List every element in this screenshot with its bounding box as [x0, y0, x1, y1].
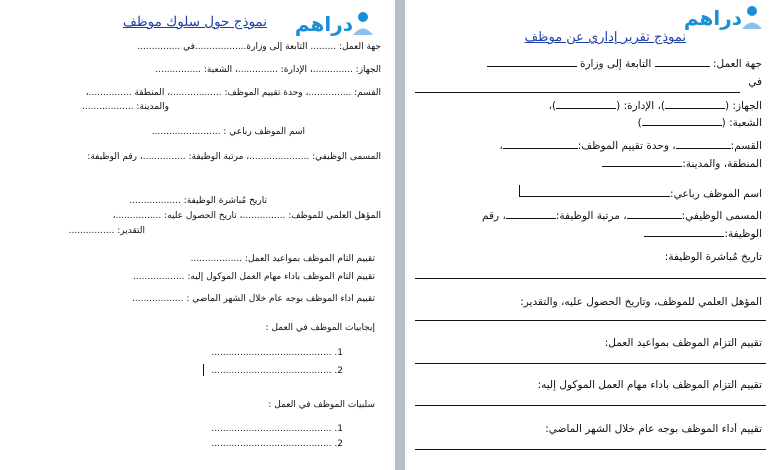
- negative-item-2: 2. ..........................................: [211, 439, 343, 449]
- field-eval-attendance: تقييم التام الموظف بمواعيد العمل: ..................: [190, 254, 375, 264]
- field-employee-name-row: [415, 185, 762, 200]
- field-start-date: تاريخ مُباشرة الوظيفة: ..................: [129, 196, 267, 206]
- fill-line: [506, 217, 556, 219]
- field-department: الجهاز: ..............، الإدارة: ..............، الشعبة: ................: [155, 65, 381, 75]
- field-device-label: الجهاز: (: [725, 100, 762, 112]
- fill-line: [415, 320, 766, 321]
- field-qualification-row: [415, 296, 762, 308]
- positive-item-2: 2. ..........................................: [211, 366, 343, 376]
- fill-line: [415, 92, 740, 93]
- person-logo-icon: [740, 4, 764, 30]
- field-eval-tasks: تقييم التام الموظف بأداء مهام العمل الموكول إليه: ..................: [133, 272, 375, 282]
- page-divider: [395, 0, 405, 470]
- fill-line: [415, 278, 766, 279]
- field-eval-attendance-label: تقييم التزام الموظف بمواعيد العمل:: [604, 337, 762, 349]
- fill-line: [415, 449, 766, 450]
- negatives-heading: سلبيات الموظف في العمل :: [268, 400, 375, 410]
- field-eval-attendance-row: [415, 337, 762, 349]
- field-unit-label: ، وحدة تقييم الموظف:: [577, 140, 676, 152]
- field-employee-name: اسم الموظف رباعي : ........................: [151, 127, 305, 137]
- field-department-row: [415, 100, 762, 112]
- positives-heading: إيجابيات الموظف في العمل :: [265, 323, 375, 333]
- page-title: نموذج تقرير إداري عن موظف: [524, 30, 686, 45]
- field-rank-label: ، مرتبة الوظيفة:: [555, 210, 627, 222]
- fill-line: [676, 147, 731, 149]
- field-eval-tasks-row: [415, 379, 762, 391]
- field-job-number-row: [415, 228, 762, 240]
- field-workplace-row: [415, 58, 762, 70]
- field-workplace-label: جهة العمل:: [712, 58, 762, 70]
- fill-line: [644, 235, 724, 237]
- field-job-title: المسمى الوظيفي: .....................، مرتبة الوظيفة: ...............، رقم الوظيفة:: [87, 152, 381, 162]
- field-separator: ): [637, 117, 642, 129]
- field-grade: التقدير: ................: [68, 226, 145, 236]
- field-section-row: [415, 140, 762, 152]
- fill-line: [520, 195, 670, 197]
- field-start-date-row: [415, 251, 762, 263]
- fill-line: [665, 107, 725, 109]
- field-job-number-label: الوظيفة:: [724, 228, 762, 240]
- field-employee-name-label: اسم الموظف رباعي:: [670, 188, 762, 200]
- text-cursor: [203, 364, 204, 376]
- fill-line: [415, 363, 766, 364]
- field-workplace: جهة العمل: ......... التابعة إلى وزارة..................في ...............: [137, 42, 381, 52]
- field-in-row: [415, 76, 762, 88]
- field-eval-overall-label: تقييم أداء الموظف بوجه عام خلال الشهر الماضي:: [545, 423, 762, 435]
- field-job-title-label: المسمى الوظيفي:: [681, 210, 762, 222]
- field-city-row: [415, 158, 762, 170]
- field-start-date-label: تاريخ مُباشرة الوظيفة:: [664, 251, 762, 263]
- negative-item-1: 1. ..........................................: [211, 424, 343, 434]
- fill-line: [487, 65, 577, 67]
- field-number-label: ، رقم: [482, 210, 506, 222]
- fill-line: [602, 165, 682, 167]
- field-ministry-label: التابعة إلى وزارة: [579, 58, 652, 70]
- field-job-title-row: [415, 210, 762, 222]
- brand-wordmark: دراهم: [294, 12, 353, 36]
- brand-logo: [683, 4, 766, 32]
- field-separator: )،: [548, 100, 557, 112]
- field-city: والمدينة: ..................: [82, 102, 169, 112]
- person-logo-icon: [351, 10, 375, 36]
- fill-line: [655, 65, 710, 67]
- field-qualification: المؤهل العلمي للموظف: ...............، تاريخ الحصول عليه: ................،: [112, 211, 381, 221]
- field-division-row: [415, 117, 762, 129]
- field-division-label: الشعبة: (: [721, 117, 762, 129]
- field-eval-overall-row: [415, 423, 762, 435]
- fill-line: [503, 147, 578, 149]
- field-section: القسم: ...............، وحدة تقييم الموظف: ..................، المنطقة ...............،: [85, 88, 381, 98]
- fill-line: [642, 124, 722, 126]
- field-city-label: المنطقة، والمدينة:: [682, 158, 762, 170]
- field-separator: ،: [499, 140, 503, 152]
- field-in-label: في: [748, 76, 762, 88]
- field-eval-tasks-label: تقييم التزام الموظف بأداء مهام العمل الموكول إليه:: [537, 379, 762, 391]
- field-qualification-label: المؤهل العلمي للموظف، وتاريخ الحصول عليه، والتقدير:: [520, 296, 762, 308]
- fill-line: [627, 217, 682, 219]
- field-admin-label: )، الإدارة: (: [616, 100, 666, 112]
- brand-wordmark: دراهم: [683, 6, 742, 30]
- field-section-label: القسم:: [730, 140, 762, 152]
- fill-line: [556, 107, 616, 109]
- fill-line: [415, 405, 766, 406]
- brand-logo: [294, 10, 377, 38]
- positive-item-1: 1. ..........................................: [211, 348, 343, 358]
- right-form-page: [405, 0, 780, 470]
- page-title: نموذج حول سلوك موظف: [122, 14, 267, 30]
- field-eval-overall: تقييم أداء الموظف بوجه عام خلال الشهر الماضي : ..................: [132, 294, 375, 304]
